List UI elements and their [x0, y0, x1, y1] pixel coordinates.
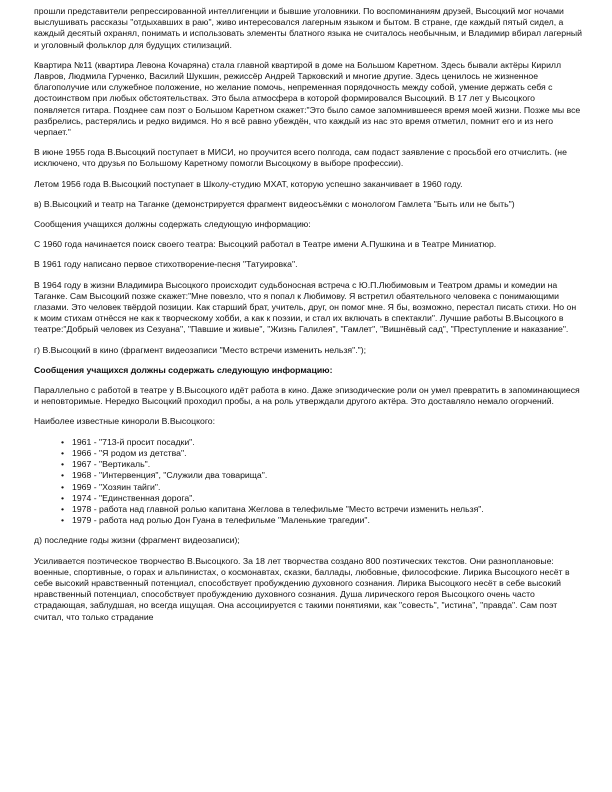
paragraph-tatuirovka-1961: В 1961 году написано первое стихотворение-песня "Татуировка". — [34, 259, 298, 270]
list-item: • 1978 - работа над главной ролью капитана Жеглова в телефильме "Место встречи изменить нельзя". — [72, 504, 582, 515]
paragraph-poetic-work: Усиливается поэтическое творчество В.Высоцкого. За 18 лет творчества создано 800 поэтических текстов. Они разноплановые: военные, спортивные, о горах и альпинистах, о космонавтах, сказки, баллады, любовные, философские. Лирика Высоцкого несёт в себе высокий нравственный потенциал, способствует пробуждению духовного сознания. Лирика Высоцкого несёт в себе высокий нравственный потенциал, способствует пробуждению духовного сознания. Душа лирического героя Высоцкого очень часто страдающая, заблудшая, но всегда ищущая. Она ассоциируется с такими понятиями, как "совесть", "истина", "правда". Сам поэт считал, что только страдание — [34, 555, 570, 622]
list-item: • 1967 - "Вертикаль". — [72, 459, 582, 470]
list-item: • 1966 - "Я родом из детства". — [72, 448, 582, 459]
paragraph-mhat-1956: Летом 1956 года В.Высоцкий поступает в Школу-студию МХАТ, которую успешно заканчивает в 1960 году. — [34, 178, 463, 189]
paragraph-lyubimov-1964: В 1964 году в жизни Владимира Высоцкого происходит судьбоносная встреча с Ю.П.Любимовым и Театром драмы и комедии на Таганке. Сам Высоцкий позже скажет:"Мне повезло, что я попал к Любимову. Я встретил обаятельного человека с понимающими глазами. Это человек твёрдой позиции. Как старший брат, учитель, друг, он помог мне. Я бы, возможно, перестал писать стихи. Но он к моим стихам отнёсся не как к творческому хобби, а как к поэзии, и стал их включать в спектакли". Лучшие работы В.Высоцкого в театре:"Добрый человек из Сезуана", "Павшие и живые", "Жизнь Галилея", "Гамлет", "Вишнёвый сад", "Преступление и наказание". — [34, 279, 577, 335]
list-item: • 1974 - "Единственная дорога". — [72, 493, 582, 504]
paragraph-student-messages-bold: Сообщения учащихся должны содержать следующую информацию: — [34, 364, 333, 375]
heading-cinema-section: г) В.Высоцкий в кино (фрагмент видеозаписи "Место встречи изменить нельзя"."); — [34, 344, 367, 355]
paragraph-student-messages-intro: Сообщения учащихся должны содержать следующую информацию: — [34, 219, 311, 230]
list-item: • 1961 - "713-й просит посадки". — [72, 437, 582, 448]
list-item: • 1979 - работа над ролью Дон Гуана в телефильме "Маленькие трагедии". — [72, 515, 582, 526]
list-item: • 1968 - "Интервенция", "Служили два товарища". — [72, 470, 582, 481]
paragraph-apartment-11: Квартира №11 (квартира Левона Кочаряна) стала главной квартирой в доме на Большом Каретном. Здесь бывали актёры Кирилл Лавров, Людмила Гурченко, Василий Шукшин, режиссёр Андрей Тарковский и многие другие. Здесь ценилось не жизненное благополучие или служебное положение, но желание помочь, непременная порядочность между собой, умение держать себя с достоинством при любых обстоятельствах. Это была атмосфера в которой формировался Высоцкий. В 17 лет у Высоцкого появляется гитара. Позднее сам поэт о Большом Каретном скажет:"Это было самое запомнившееся время моей жизни. Позже мы все разбрелись, растерялись и редко видимся. Но я всё равно убеждён, что каждый из нас это время отметил, помнит его и из него черпает." — [34, 59, 581, 138]
list-item: • 1969 - "Хозяин тайги". — [72, 482, 582, 493]
paragraph-prison-folklore: прошли представители репрессированной интеллигенции и бывшие уголовники. По воспоминаниям друзей, Высоцкий мог ночами выслушивать рассказы "отдыхавших в раю", живо интересовался лагерным языком и бытом. В стране, где каждый пятый сидел, а каждый десятый охранял, понимать и использовать элементы блатного языка не считалось необычным, и Владимир вбирал лагерный и уголовный фольклор для будущих стилизаций. — [34, 6, 582, 50]
paragraph-film-roles-intro: Наиболее известные кинороли В.Высоцкого: — [34, 416, 216, 427]
document-page — [34, 6, 582, 632]
heading-taganka-section: в) В.Высоцкий и театр на Таганке (демонстрируется фрагмент видеосъёмки с монологом Гамлета "Быть или не быть") — [34, 198, 515, 209]
heading-last-years-section: д) последние годы жизни (фрагмент видеозаписи); — [34, 535, 240, 546]
film-roles-list — [34, 437, 582, 527]
paragraph-misi-1955: В июне 1955 года В.Высоцкий поступает в МИСИ, но проучится всего полгода, сам подаст заявление с просьбой его отчислить. (не исключено, что друзья по Большому Каретному помогли Высоцкому в выборе профессии). — [34, 147, 567, 169]
paragraph-theatre-search-1960: С 1960 года начинается поиск своего театра: Высоцкий работал в Театре имени А.Пушкина и в Театре Миниатюр. — [34, 239, 497, 250]
paragraph-film-work: Параллельно с работой в театре у В.Высоцкого идёт работа в кино. Даже эпизодические роли он умел превратить в запоминающиеся и неповторимые. Нередко Высоцкий проходил пробы, а на роль утверждали другого актёра. Это доставляло немало огорчений. — [34, 385, 580, 407]
